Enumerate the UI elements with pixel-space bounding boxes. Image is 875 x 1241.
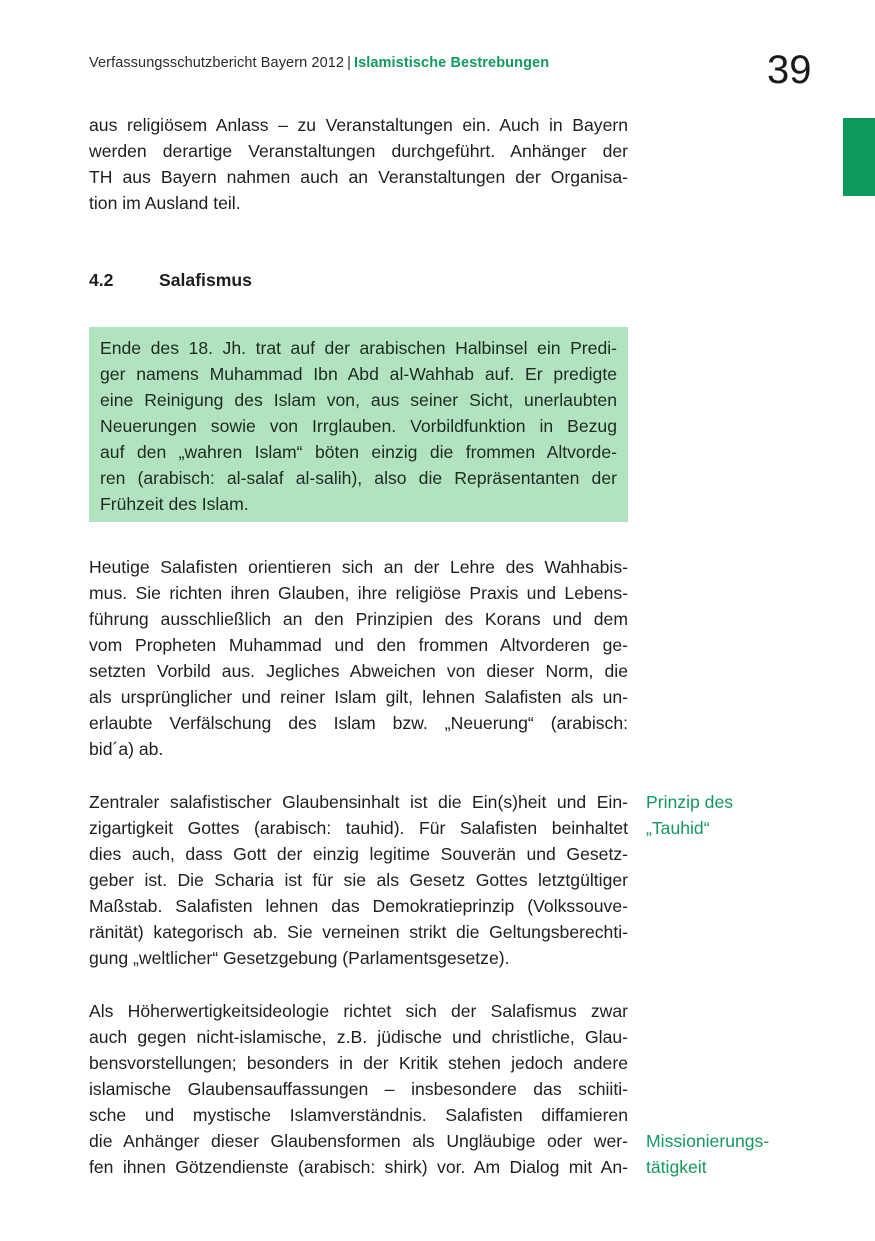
text-line: ränität) kategorisch ab. Sie verneinen strikt die Geltungsberechti-: [89, 922, 628, 942]
chapter-thumb-tab: [843, 118, 875, 196]
text-line: dies auch, dass Gott der einzig legitime Souverän und Gesetz-: [89, 844, 628, 864]
section-heading: [89, 270, 252, 291]
text-line: ger namens Muhammad Ibn Abd al-Wahhab auf. Er predigte: [100, 364, 617, 384]
section-number: 4.2: [89, 270, 114, 290]
sidenote-mission: [646, 1128, 769, 1180]
text-line: geber ist. Die Scharia ist für sie als Gesetz Gottes letztgültiger: [89, 870, 628, 890]
text-line: bensvorstellungen; besonders in der Kritik stehen jedoch andere: [89, 1053, 628, 1073]
paragraph-wahhabism: [89, 554, 628, 762]
page-number: 39: [767, 48, 812, 92]
text-line: Maßstab. Salafisten lehnen das Demokratieprinzip (Volkssouve-: [89, 896, 628, 916]
text-line: TH aus Bayern nahmen auch an Veranstaltungen der Organisa-: [89, 167, 628, 187]
sidenote-line: tätigkeit: [646, 1157, 707, 1177]
text-line: sche und mystische Islamverständnis. Salafisten diffamieren: [89, 1105, 628, 1125]
running-header: [89, 55, 549, 71]
text-line: setzten Vorbild aus. Jegliches Abweichen von dieser Norm, die: [89, 661, 628, 681]
sidenote-line: „Tauhid“: [646, 818, 710, 838]
text-line: auf den „wahren Islam“ böten einzig die frommen Altvorde-: [100, 442, 617, 462]
text-line: fen ihnen Götzendienste (arabisch: shirk) vor. Am Dialog mit An-: [89, 1157, 628, 1177]
text-line: bid´a) ab.: [89, 739, 164, 759]
text-line: werden derartige Veranstaltungen durchgeführt. Anhänger der: [89, 141, 628, 161]
sidenote-line: Missionierungs-: [646, 1131, 770, 1151]
text-line: tion im Ausland teil.: [89, 193, 241, 213]
text-line: eine Reinigung des Islam von, aus seiner Sicht, unerlaubten: [100, 390, 617, 410]
text-line: ren (arabisch: al-salaf al-salih), also die Repräsentanten der: [100, 468, 617, 488]
chapter-title: Islamistische Bestrebungen: [353, 55, 550, 71]
document-title: Verfassungsschutzbericht Bayern 2012: [89, 55, 345, 71]
text-line: vom Propheten Muhammad und den frommen Altvorderen ge-: [89, 635, 628, 655]
text-line: Als Höherwertigkeitsideologie richtet sich der Salafismus zwar: [89, 1001, 628, 1021]
intro-paragraph: [89, 112, 628, 216]
section-title: Salafismus: [159, 270, 252, 290]
text-line: führung ausschließlich an den Prinzipien des Korans und dem: [89, 609, 628, 629]
text-line: als ursprünglicher und reiner Islam gilt, lehnen Salafisten als un-: [89, 687, 628, 707]
text-line: zigartigkeit Gottes (arabisch: tauhid). Für Salafisten beinhaltet: [89, 818, 628, 838]
paragraph-tauhid: [89, 789, 628, 971]
text-line: Heutige Salafisten orientieren sich an der Lehre des Wahhabis-: [89, 557, 628, 577]
paragraph-superiority-ideology: [89, 998, 628, 1180]
text-line: islamische Glaubensauffassungen – insbesondere das schiiti-: [89, 1079, 628, 1099]
text-line: Ende des 18. Jh. trat auf der arabischen Halbinsel ein Predi-: [100, 338, 617, 358]
info-box: [89, 327, 628, 522]
text-line: erlaubte Verfälschung des Islam bzw. „Neuerung“ (arabisch:: [89, 713, 628, 733]
text-line: aus religiösem Anlass – zu Veranstaltungen ein. Auch in Bayern: [89, 115, 628, 135]
header-separator: |: [347, 55, 351, 71]
sidenote-tauhid: [646, 789, 733, 841]
text-line: Zentraler salafistischer Glaubensinhalt ist die Ein(s)heit und Ein-: [89, 792, 628, 812]
sidenote-line: Prinzip des: [646, 792, 734, 812]
text-line: gung „weltlicher“ Gesetzgebung (Parlamentsgesetze).: [89, 948, 510, 968]
text-line: auch gegen nicht-islamische, z.B. jüdische und christliche, Glau-: [89, 1027, 628, 1047]
text-line: mus. Sie richten ihren Glauben, ihre religiöse Praxis und Lebens-: [89, 583, 628, 603]
text-line: die Anhänger dieser Glaubensformen als Ungläubige oder wer-: [89, 1131, 628, 1151]
text-line: Frühzeit des Islam.: [100, 494, 249, 514]
text-line: Neuerungen sowie von Irrglauben. Vorbildfunktion in Bezug: [100, 416, 617, 436]
